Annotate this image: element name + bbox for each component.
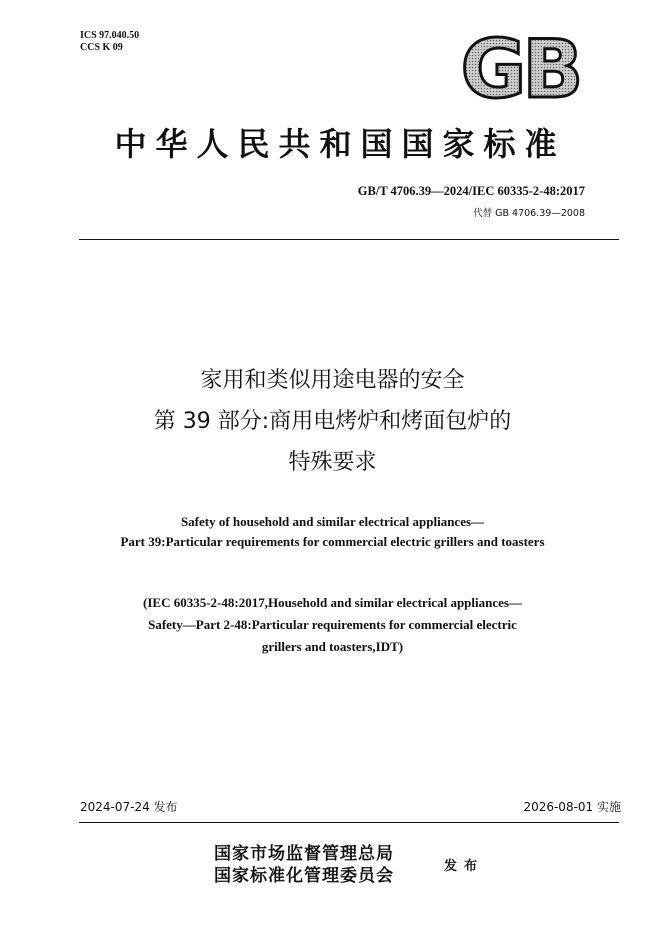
english-title-line-2: Part 39:Particular requirements for commercial electric grillers and toasters bbox=[120, 534, 545, 549]
publish-date: 2024-07-24 发布 bbox=[80, 800, 178, 814]
ics-code: ICS 97.040.50 bbox=[80, 30, 140, 41]
equivalence-line-1: (IEC 60335-2-48:2017,Household and similar electrical appliances— bbox=[143, 595, 522, 610]
implement-date: 2026-08-01 实施 bbox=[523, 800, 621, 814]
national-standard-title: 中华人民共和国国家标准 bbox=[114, 125, 566, 163]
chinese-title-line-2: 第 39 部分:商用电烤炉和烤面包炉的 bbox=[153, 409, 512, 434]
issuer-samr: 国家市场监督管理总局 bbox=[214, 844, 394, 864]
gb-logo bbox=[456, 30, 584, 104]
chinese-title-line-1: 家用和类似用途电器的安全 bbox=[200, 368, 465, 393]
issue-label: 发布 bbox=[444, 859, 485, 874]
replaces-standard: 代替 GB 4706.39—2008 bbox=[473, 208, 585, 219]
footer-divider bbox=[79, 822, 619, 823]
standard-number: GB/T 4706.39—2024/IEC 60335-2-48:2017 bbox=[357, 184, 585, 198]
equivalence-line-3: grillers and toasters,IDT) bbox=[261, 639, 404, 654]
english-title-line-1: Safety of household and similar electrical appliances— bbox=[180, 514, 485, 529]
gb-logo-text: GB bbox=[460, 30, 580, 104]
header-divider bbox=[79, 239, 619, 240]
classification-codes bbox=[80, 30, 139, 54]
issuer-sac: 国家标准化管理委员会 bbox=[214, 866, 394, 886]
chinese-title-line-3: 特殊要求 bbox=[288, 450, 377, 475]
equivalence-line-2: Safety—Part 2-48:Particular requirements for commercial electric bbox=[148, 617, 517, 632]
ccs-code: CCS K 09 bbox=[80, 42, 123, 53]
